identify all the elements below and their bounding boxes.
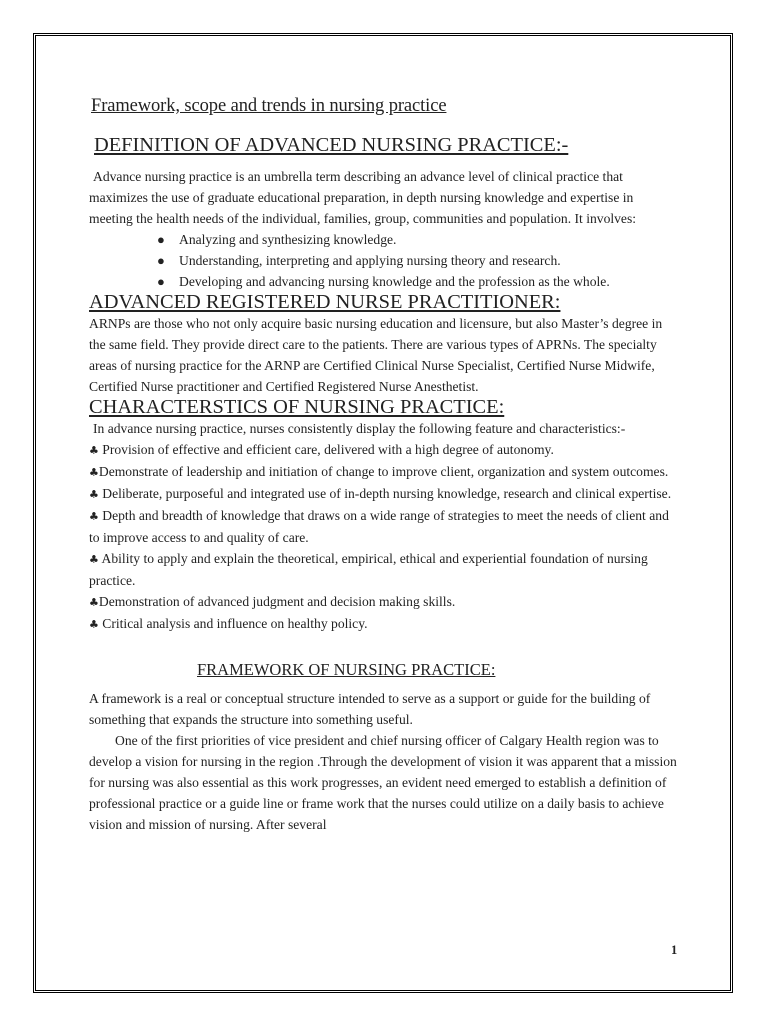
page-number: 1 [671,943,678,957]
list-item: ● Understanding, interpreting and applying nursing theory and research. [157,250,679,271]
list-item: ♣Demonstration of advanced judgment and decision making skills. [89,594,456,609]
club-icon: ♣ [89,488,99,501]
framework-paragraph-1: A framework is a real or conceptual structure intended to serve as a support or guide for the building of something that expands the structure into something useful. [89,691,651,727]
list-item: ♣ Depth and breadth of knowledge that draws on a wide range of strategies to meet the needs of client and to improve access to and quality of care. [89,508,669,545]
club-icon: ♣ [89,444,99,457]
bullet-icon: ● [157,274,165,289]
arnp-paragraph: ARNPs are those who not only acquire basic nursing education and licensure, but also Master’s degree in the same field. They provide direct care to the patients. There are various types of APRNs. The specialty areas of nursing practice for the ARNP are Certified Clinical Nurse Specialist, Certified Nurse Midwife, Certified Nurse practitioner and Certified Registered Nurse Anesthetist. [89,316,663,394]
list-item: ♣ Critical analysis and influence on healthy policy. [89,616,368,631]
characteristics-heading: CHARACTERSTICS OF NURSING PRACTICE: [89,396,505,418]
definition-bullet-list [89,229,679,292]
document-body [89,94,679,835]
definition-heading: DEFINITION OF ADVANCED NURSING PRACTICE:- [94,134,569,156]
framework-heading: FRAMEWORK OF NURSING PRACTICE: [197,660,496,679]
list-item: ● Analyzing and synthesizing knowledge. [157,229,679,250]
characteristics-intro: In advance nursing practice, nurses consistently display the following feature and characteristics:- [93,421,626,436]
arnp-heading: ADVANCED REGISTERED NURSE PRACTITIONER: [89,291,561,313]
list-item: ♣Demonstrate of leadership and initiation of change to improve client, organization and system outcomes. [89,464,669,479]
list-item: ♣ Provision of effective and efficient care, delivered with a high degree of autonomy. [89,442,554,457]
club-icon: ♣ [89,510,99,523]
club-icon: ♣ [89,596,99,609]
framework-paragraph-2: One of the first priorities of vice president and chief nursing officer of Calgary Health region was to develop a vision for nursing in the region .Through the development of vision it was apparent that a mission for nursing was also essential as this work progresses, an evident need emerged to establish a definition of professional practice or a guide line or frame work that the nurses could utilize on a daily basis to achieve vision and mission of nursing. After several [89,733,677,832]
list-item: ♣ Deliberate, purposeful and integrated use of in-depth nursing knowledge, research and clinical expertise. [89,486,672,501]
definition-paragraph: Advance nursing practice is an umbrella term describing an advance level of clinical practice that maximizes the use of graduate educational preparation, in depth nursing knowledge and expertise in meeting the health needs of the individual, families, group, communities and population. It involves: [89,169,637,226]
club-icon: ♣ [89,618,99,631]
club-icon: ♣ [89,553,99,566]
club-icon: ♣ [89,466,99,479]
bullet-icon: ● [157,232,165,247]
document-title: Framework, scope and trends in nursing practice [91,96,447,116]
list-item: ♣ Ability to apply and explain the theoretical, empirical, ethical and experiential foundation of nursing practice. [89,551,648,588]
bullet-icon: ● [157,253,165,268]
list-item: ● Developing and advancing nursing knowledge and the profession as the whole. [157,271,679,292]
characteristics-list [89,439,679,635]
